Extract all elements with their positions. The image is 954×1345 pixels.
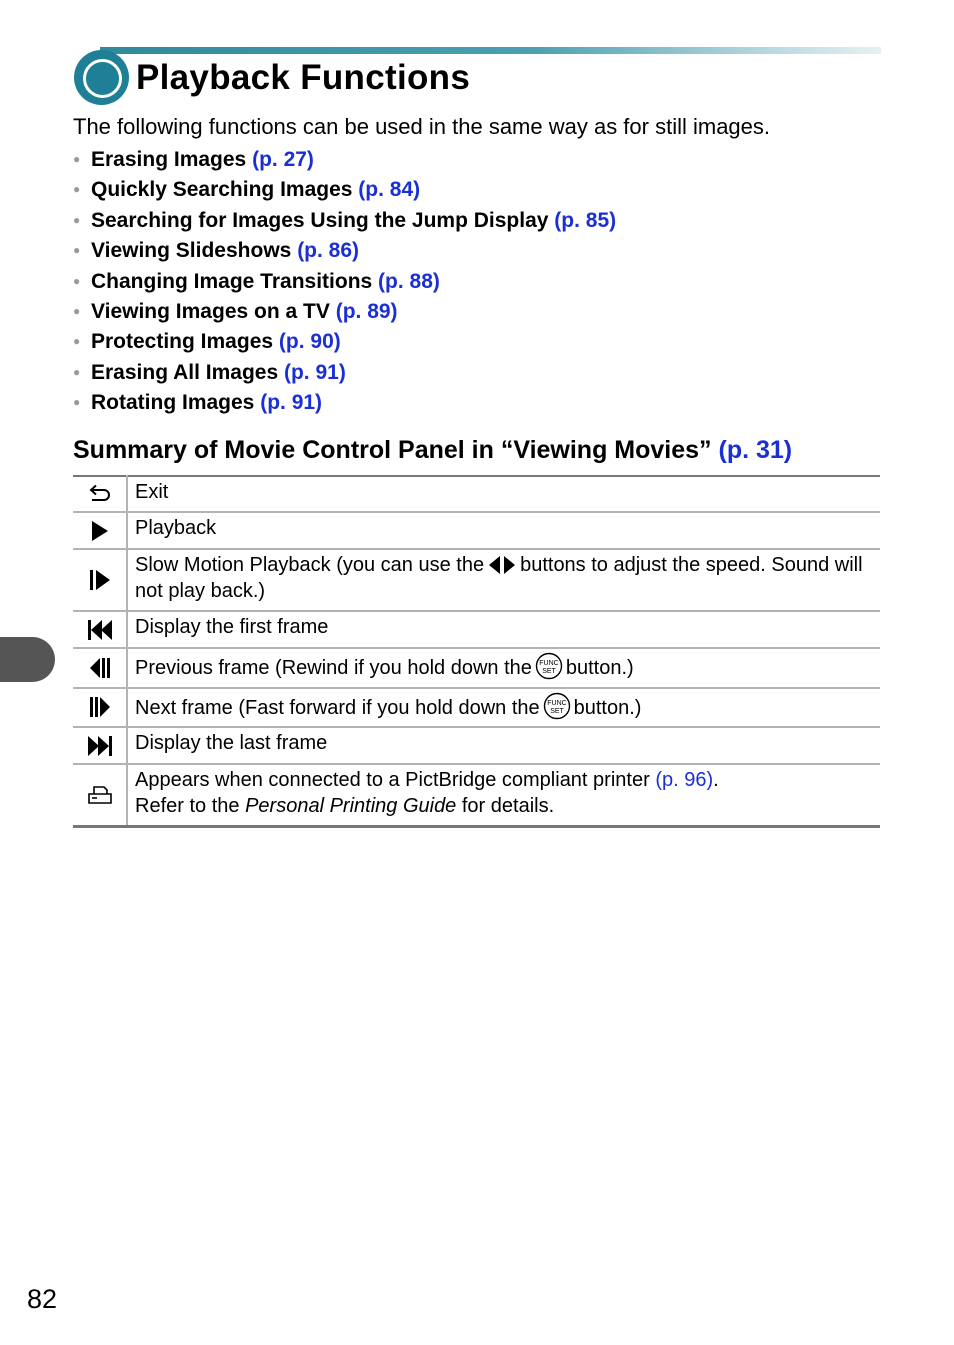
list-item [73, 358, 616, 388]
bullet-icon: ● [73, 273, 81, 288]
func-set-button-icon [543, 692, 571, 720]
chapter-tab [0, 637, 55, 682]
table-row [73, 611, 880, 648]
page-ref-link[interactable]: (p. 27) [252, 148, 314, 171]
bullet-icon: ● [73, 303, 81, 318]
bullet-icon: ● [73, 243, 81, 258]
function-label: Searching for Images Using the Jump Display [91, 208, 549, 232]
control-description: Display the first frame [135, 616, 329, 638]
control-description: Slow Motion Playback (you can use the buttons to adjust the speed. Sound will not play back.) [135, 554, 863, 602]
previous-frame-icon [73, 648, 127, 688]
list-item [73, 297, 616, 327]
control-description: Next frame (Fast forward if you hold down the FUNC SET button.) [127, 688, 880, 728]
list-item [73, 175, 616, 205]
intro-text: The following functions can be used in the same way as for still images. [73, 114, 771, 139]
function-label: Protecting Images [91, 330, 274, 354]
page-ref-link[interactable]: (p. 89) [335, 299, 398, 323]
page-ref-link[interactable]: (p. 85) [554, 208, 617, 232]
page-ref-link[interactable]: (p. 91) [260, 391, 323, 415]
section-circle-icon [74, 50, 129, 105]
svg-text:FUNC: FUNC [539, 660, 559, 667]
function-list [73, 145, 616, 419]
page-ref-link[interactable]: (p. 88) [378, 269, 440, 293]
control-description: Display the last frame [135, 732, 328, 754]
function-label: Erasing Images [91, 148, 247, 171]
function-label: Viewing Images on a TV [91, 299, 330, 323]
page-ref-link[interactable]: (p. 86) [297, 239, 360, 263]
function-label: Viewing Slideshows [91, 239, 292, 263]
first-frame-icon [73, 611, 127, 648]
header-bar [100, 47, 881, 54]
table-row [73, 727, 880, 764]
slow-motion-icon [73, 549, 127, 611]
function-label: Quickly Searching Images [91, 178, 353, 202]
bullet-icon: ● [73, 182, 81, 197]
print-icon [73, 764, 127, 827]
exit-icon [73, 476, 127, 512]
table-row [73, 648, 880, 688]
control-description: Exit [135, 481, 169, 503]
page-ref-link[interactable]: (p. 84) [358, 178, 421, 202]
list-item [73, 145, 616, 175]
svg-text:FUNC: FUNC [546, 699, 567, 707]
page-ref-link[interactable]: (p. 90) [278, 330, 341, 354]
svg-text:SET: SET [542, 668, 556, 675]
guide-title: Personal Printing Guide [245, 794, 457, 817]
bullet-icon: ● [73, 152, 81, 166]
page-ref-link[interactable]: (p. 96) [655, 769, 714, 791]
left-right-arrows-icon [488, 555, 516, 575]
table-row [73, 688, 880, 728]
function-label: Rotating Images [91, 391, 255, 415]
list-item [73, 388, 616, 418]
func-set-button-icon [535, 652, 563, 680]
page-ref-link[interactable]: (p. 31) [718, 436, 793, 464]
list-item [73, 206, 616, 236]
bullet-icon: ● [73, 212, 81, 227]
list-item [73, 327, 616, 357]
list-item [73, 267, 616, 297]
bullet-icon: ● [73, 395, 81, 410]
next-frame-icon [73, 688, 127, 728]
bullet-icon: ● [73, 364, 81, 379]
page-ref-link[interactable]: (p. 91) [283, 360, 346, 384]
last-frame-icon [73, 727, 127, 764]
control-description: Appears when connected to a PictBridge compliant printer (p. 96). Refer to the Personal Printing Guide for details. [135, 769, 719, 817]
list-item [73, 236, 616, 266]
control-description: Previous frame (Rewind if you hold down the FUNC SET button.) [127, 648, 880, 688]
section-title [73, 434, 792, 466]
table-row [73, 476, 880, 512]
section-title-text: Summary of Movie Control Panel in “Viewing Movies” [73, 436, 712, 464]
play-icon [73, 512, 127, 549]
svg-text:SET: SET [549, 707, 564, 715]
function-label: Changing Image Transitions [91, 269, 373, 293]
bullet-icon: ● [73, 334, 81, 349]
movie-control-table [73, 475, 880, 828]
page-title: Playback Functions [136, 58, 471, 97]
table-row [73, 764, 880, 827]
function-label: Erasing All Images [91, 360, 279, 384]
page-number: 82 [27, 1284, 58, 1314]
table-row [73, 549, 880, 611]
table-row [73, 512, 880, 549]
control-description: Playback [135, 517, 217, 539]
